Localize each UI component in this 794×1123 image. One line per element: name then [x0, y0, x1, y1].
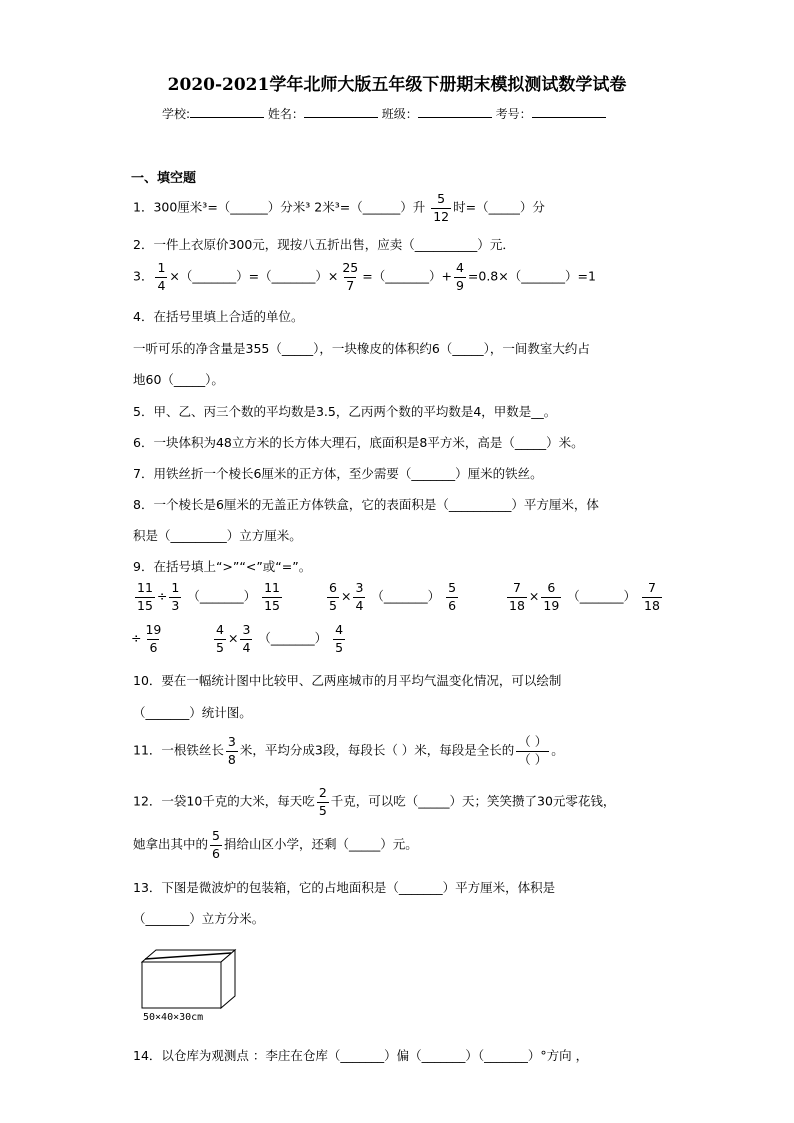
class-blank[interactable] [418, 105, 492, 118]
fraction: $\frac{25}{7}$ [342, 260, 359, 293]
question-8-line1: 8．一个棱长是6厘米的无盖正方体铁盒，它的表面积是（__________）平方厘米，体 [133, 497, 599, 512]
question-4-line2: 地60（_____）。 [133, 372, 224, 387]
name-blank[interactable] [304, 105, 378, 118]
exam-no-label: 考号： [495, 107, 532, 121]
question-9-expr-2: $\frac{6}{5}$ × $\frac{3}{4}$ （_______） $\frac{5}{6}$ [329, 580, 457, 613]
question-9-expr-1: $\frac{11}{15}$ ÷ $\frac{1}{3}$ （_______） $\frac{11}{15}$ [137, 580, 280, 613]
question-7: 7．用铁丝折一个棱长6厘米的正方体，至少需要（_______）厘米的铁丝。 [133, 466, 543, 481]
box-dimensions-caption: 50×40×30cm [143, 1012, 204, 1023]
question-4-line1: 一听可乐的净含量是355（_____），一块橡皮的体积约6（_____），一间教室大约占 [133, 341, 590, 356]
question-13-line2: （_______）立方分米。 [133, 911, 265, 926]
question-12-line1: 12．一袋10千克的大米，每天吃 $\frac{2}{5}$ 千克，可以吃（_____）天；笑笑攒了30元零花钱， [133, 785, 616, 818]
question-9-expr-3-continued: ÷ $\frac{19}{6}$ [131, 622, 162, 655]
question-3: 3． $\frac{1}{4}$ ×（_______）=（_______）× $\frac{25}{7}$ =（_______）+ $\frac{4}{9}$ =0.8×（_______）=1 [133, 260, 596, 293]
question-5: 5．甲、乙、丙三个数的平均数是3.5，乙丙两个数的平均数是4，甲数是__。 [133, 404, 557, 419]
exam-no-blank[interactable] [532, 105, 606, 118]
question-11: 11．一根铁丝长 $\frac{3}{8}$ 米，平均分成3段，每段长（ ）米，每段是全长的 $\frac{( )}{( )}$ 。 [133, 734, 564, 767]
school-blank[interactable] [190, 105, 264, 118]
question-13-line1: 13．下图是微波炉的包装箱，它的占地面积是（_______）平方厘米，体积是 [133, 880, 556, 895]
question-6: 6．一块体积为48立方米的长方体大理石，底面积是8平方米，高是（_____）米。 [133, 435, 584, 450]
question-12-line2: 她拿出其中的 $\frac{5}{6}$ 捐给山区小学，还剩（_____）元。 [133, 828, 418, 861]
question-10-line2: （_______）统计图。 [133, 705, 252, 720]
school-label: 学校: [162, 107, 191, 121]
microwave-box-figure [141, 948, 237, 1010]
question-9-title: 9．在括号填上“>”“<”或“=”。 [133, 559, 312, 574]
student-info-row [162, 105, 606, 122]
question-1: 1．300厘米³=（______）分米³ 2米³=（______）升 $\frac{5}{12}$ 时=（_____）分 [133, 191, 545, 224]
name-label: 姓名： [267, 107, 304, 121]
question-8-line2: 积是（_________）立方厘米。 [133, 528, 302, 543]
question-10-line1: 10．要在一幅统计图中比较甲、乙两座城市的月平均气温变化情况，可以绘制 [133, 673, 562, 688]
question-9-expr-3: $\frac{7}{18}$ × $\frac{6}{19}$ （_______） $\frac{7}{18}$ [509, 580, 660, 613]
question-4-title: 4．在括号里填上合适的单位。 [133, 309, 304, 324]
section-title: 一、填空题 [131, 171, 197, 186]
fraction: $\frac{1}{4}$ [157, 260, 166, 293]
question-14: 14．以仓库为观测点 ：李庄在仓库（_______）偏（_______）（_______）°方向 ， [133, 1048, 589, 1063]
question-9-expr-4: $\frac{4}{5}$ × $\frac{3}{4}$ （_______） $\frac{4}{5}$ [216, 622, 344, 655]
fraction: $\frac{5}{12}$ [433, 191, 450, 224]
fraction: $\frac{4}{9}$ [455, 260, 464, 293]
question-2: 2．一件上衣原价300元，现按八五折出售，应卖（__________）元． [133, 237, 515, 252]
class-label: 班级： [381, 107, 418, 121]
page-title: 2020-2021学年北师大版五年级下册期末模拟测试数学试卷 [167, 75, 627, 95]
